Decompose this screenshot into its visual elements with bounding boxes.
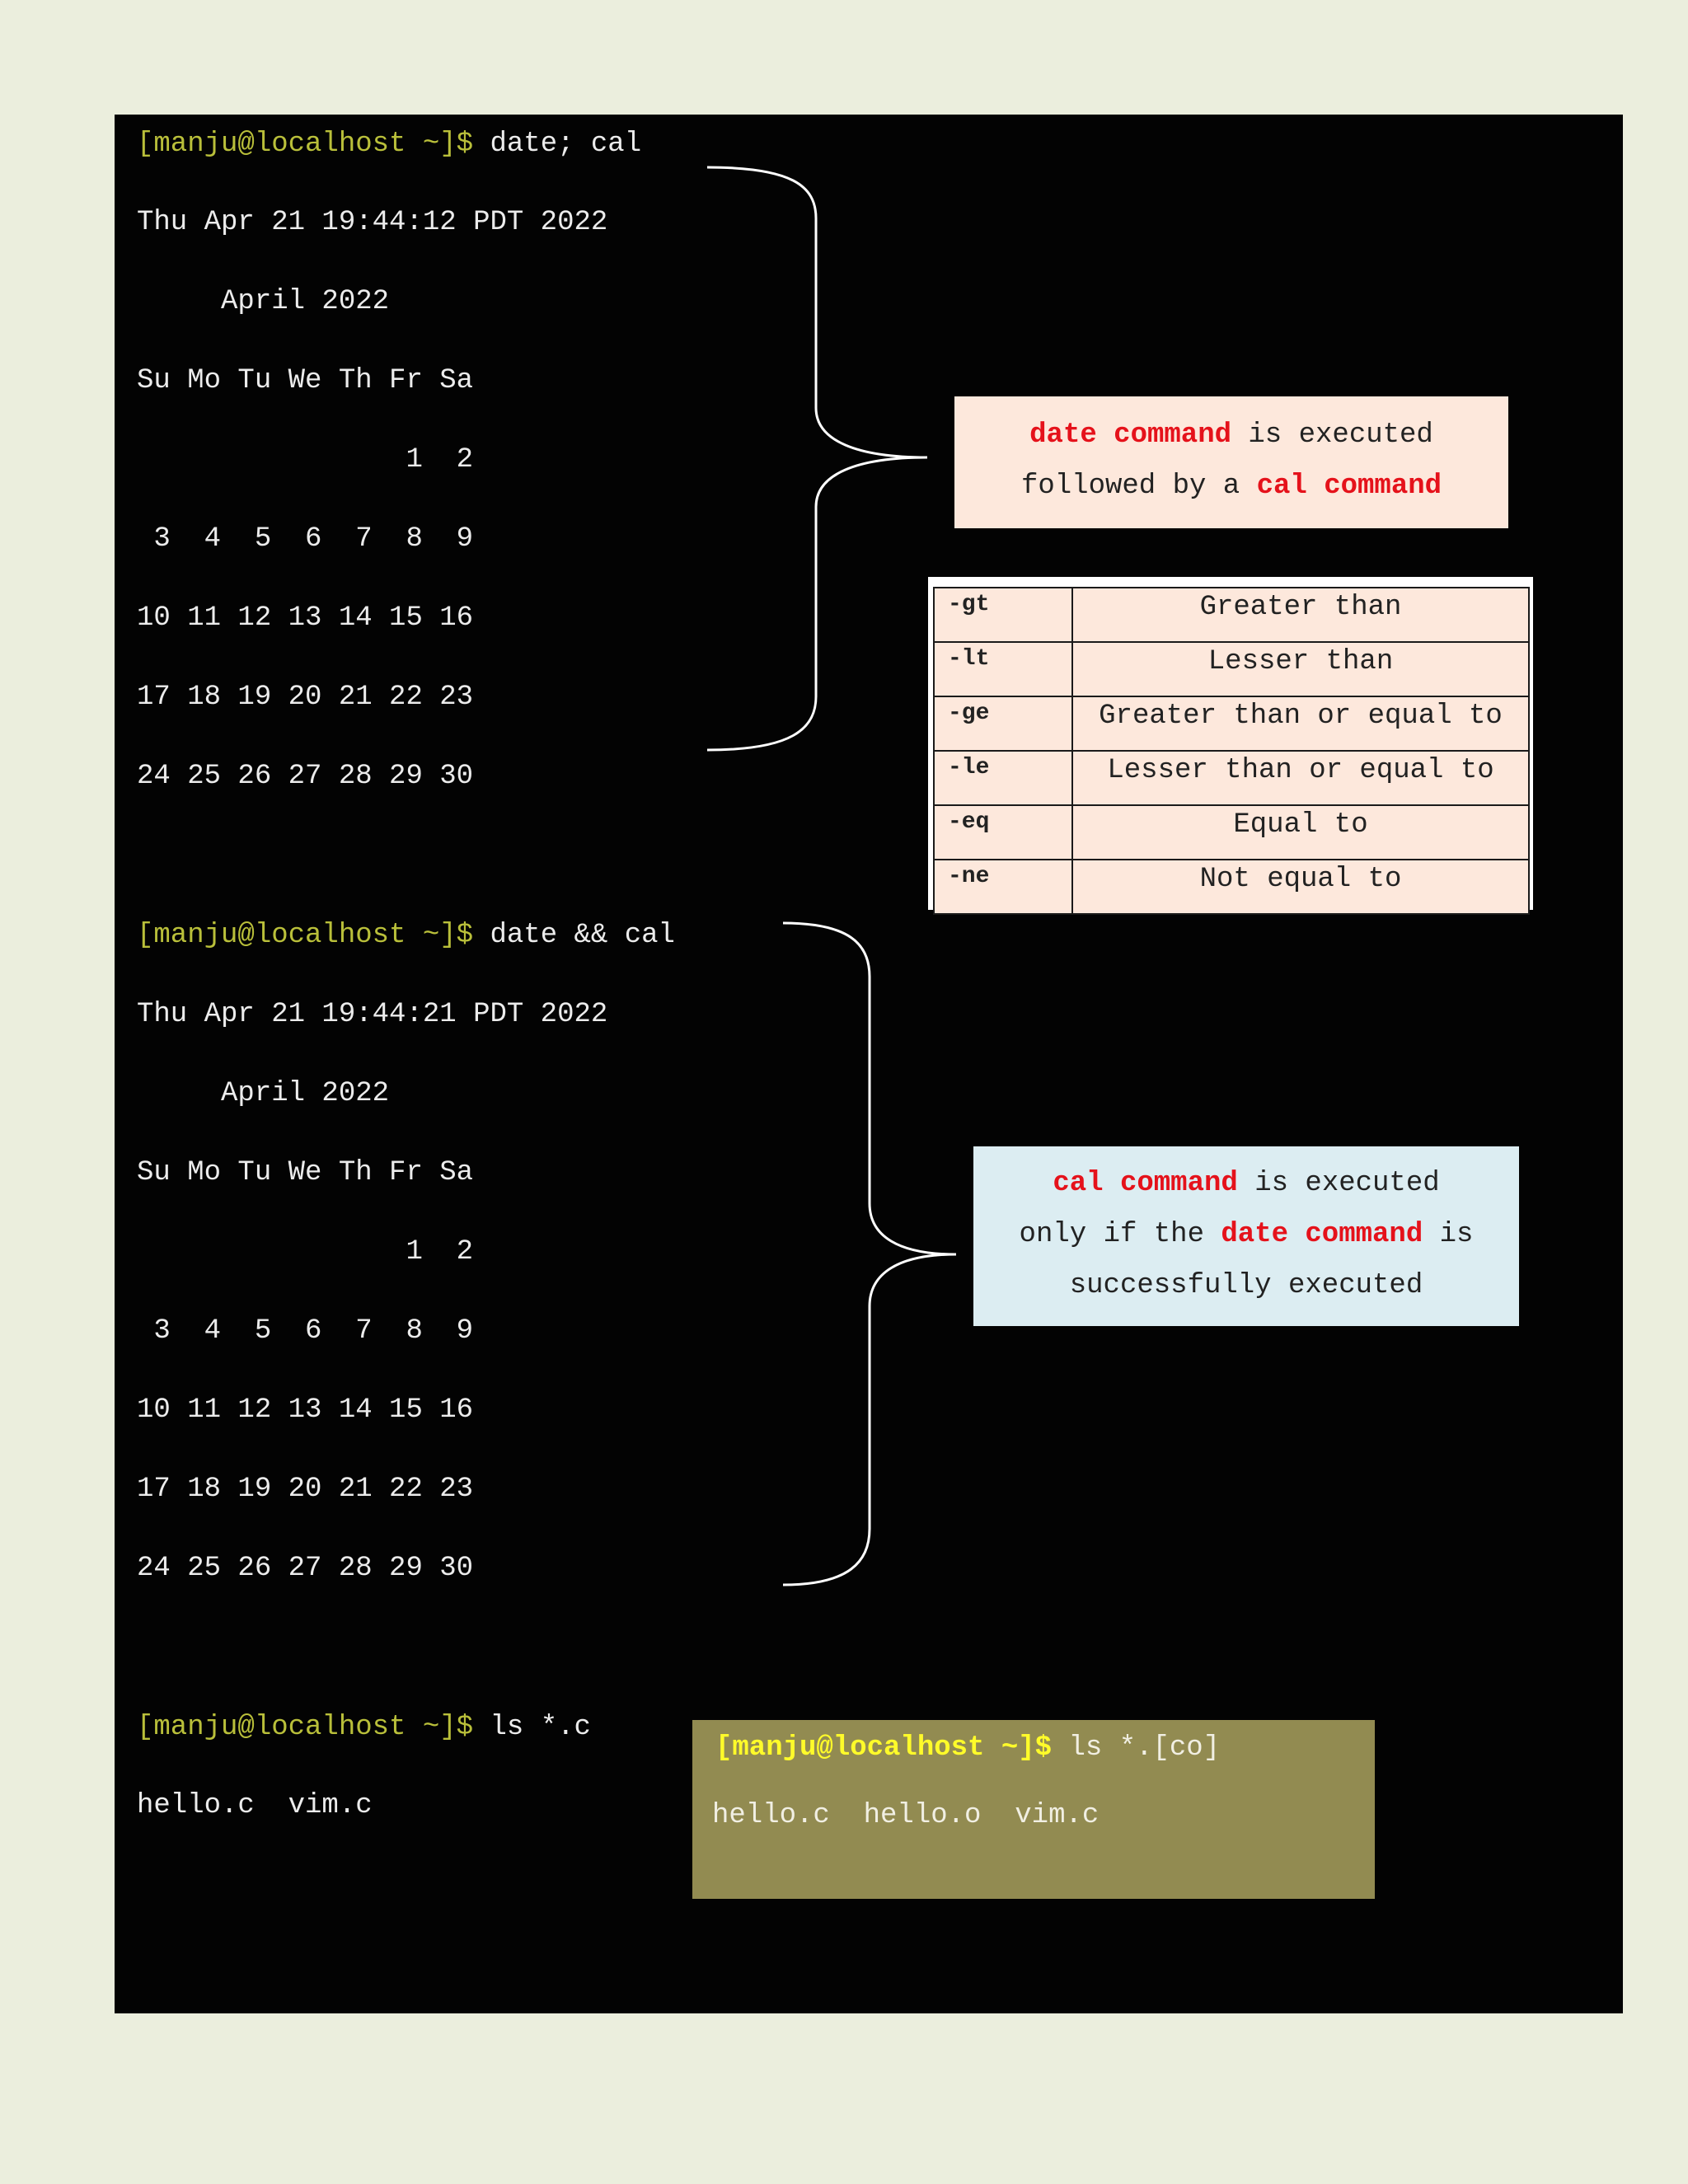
- block3-command: ls *.c: [490, 1712, 591, 1743]
- operator-cell: -gt: [934, 588, 1072, 642]
- block1-cal-header: Su Mo Tu We Th Fr Sa: [137, 365, 474, 396]
- lsbox-command: ls *.[co]: [1068, 1732, 1221, 1764]
- operator-cell: -eq: [934, 805, 1072, 860]
- block1-cal-row: 24 25 26 27 28 29 30: [137, 761, 474, 792]
- operator-description: Greater than or equal to: [1072, 696, 1529, 751]
- block3-output: hello.c vim.c: [137, 1790, 373, 1821]
- block1-cal-title: April 2022: [137, 286, 390, 317]
- block2-cal-row: 3 4 5 6 7 8 9: [137, 1315, 474, 1347]
- block2-cal-header: Su Mo Tu We Th Fr Sa: [137, 1157, 474, 1188]
- block1-date-output: Thu Apr 21 19:44:12 PDT 2022: [137, 207, 608, 238]
- block2-cal-row: 24 25 26 27 28 29 30: [137, 1553, 474, 1584]
- note2-highlight-cal: cal command: [1053, 1168, 1238, 1199]
- block2-cal-row: 10 11 12 13 14 15 16: [137, 1394, 474, 1426]
- block2-cal-row: 17 18 19 20 21 22 23: [137, 1474, 474, 1505]
- block1-cal-row: 3 4 5 6 7 8 9: [137, 523, 474, 555]
- block3-prompt: [manju@localhost ~]$: [137, 1712, 474, 1743]
- note2-highlight-date: date command: [1221, 1219, 1423, 1250]
- brace-block1: [707, 167, 927, 750]
- note2-text: only if the: [1019, 1219, 1221, 1250]
- block2-prompt: [manju@localhost ~]$: [137, 920, 474, 951]
- block2-cal-title: April 2022: [137, 1078, 390, 1109]
- note2-line3: successfully executed: [1069, 1270, 1423, 1301]
- operator-description: Lesser than or equal to: [1072, 751, 1529, 805]
- lsbox-prompt: [manju@localhost ~]$: [715, 1732, 1053, 1764]
- operator-description: Lesser than: [1072, 642, 1529, 696]
- block2-command: date && cal: [490, 920, 675, 951]
- operator-cell: -ge: [934, 696, 1072, 751]
- note1-text: followed by a: [1020, 471, 1257, 502]
- operator-cell: -le: [934, 751, 1072, 805]
- brace-block2: [783, 923, 956, 1585]
- lsbox-output: hello.c hello.o vim.c: [712, 1800, 1100, 1831]
- operator-cell: -ne: [934, 860, 1072, 914]
- block1-prompt: [manju@localhost ~]$: [137, 129, 474, 160]
- block2-cal-row: 1 2: [137, 1236, 474, 1268]
- note1-highlight-cal: cal command: [1256, 471, 1442, 502]
- block2-date-output: Thu Apr 21 19:44:21 PDT 2022: [137, 999, 608, 1030]
- note1-highlight-date: date command: [1029, 419, 1231, 451]
- block1-cal-row: 17 18 19 20 21 22 23: [137, 682, 474, 713]
- block1-cal-row: 10 11 12 13 14 15 16: [137, 602, 474, 634]
- operator-cell: -lt: [934, 642, 1072, 696]
- operator-description: Equal to: [1072, 805, 1529, 860]
- block1-command: date; cal: [490, 129, 642, 160]
- block1-cal-row: 1 2: [137, 444, 474, 476]
- note1-text: is executed: [1231, 419, 1433, 451]
- operator-description: Not equal to: [1072, 860, 1529, 914]
- note2-text: is executed: [1237, 1168, 1440, 1199]
- operator-description: Greater than: [1072, 588, 1529, 642]
- note2-text: is: [1423, 1219, 1474, 1250]
